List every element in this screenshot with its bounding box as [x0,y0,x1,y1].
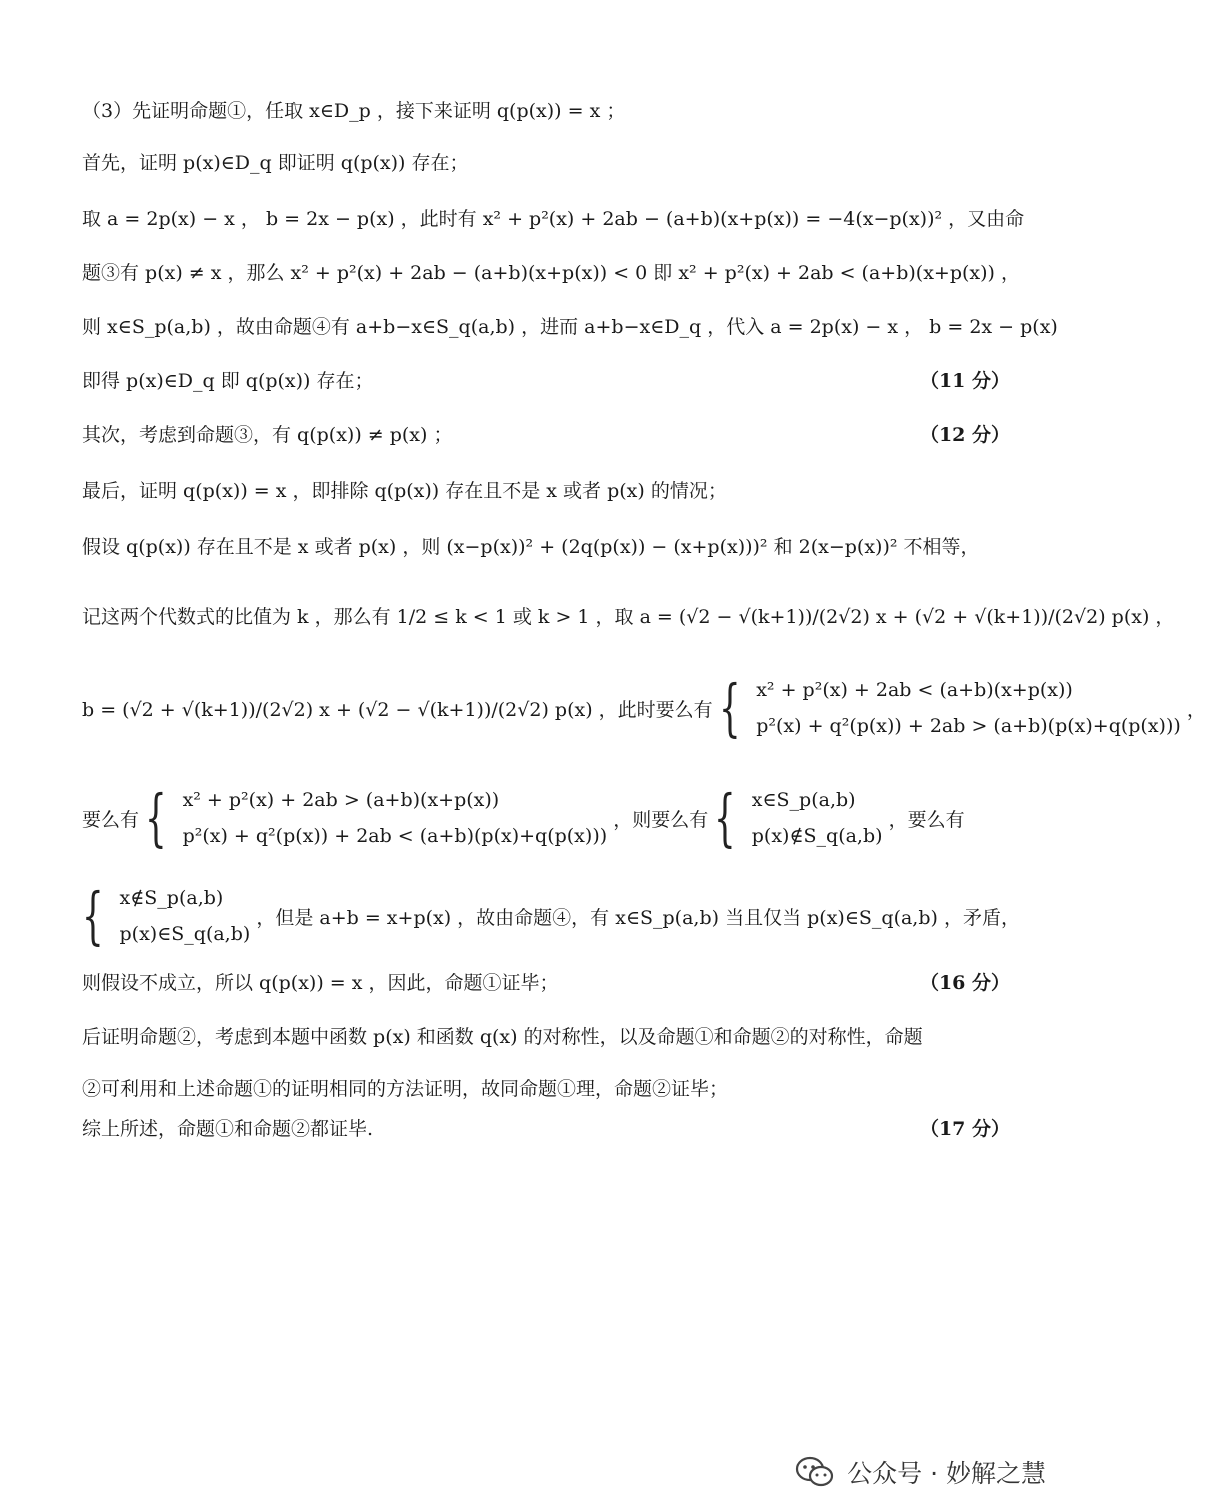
system-row: p²(x) + q²(p(x)) + 2ab > (a+b)(p(x)+q(p(x))) [756,715,1181,737]
text-line: 首先，证明 p(x)∈D_q 即证明 q(p(x)) 存在； [82,152,469,174]
system-row: p(x)∉S_q(a,b) [751,825,883,847]
text-line: 假设 q(p(x)) 存在且不是 x 或者 p(x) ，则 (x−p(x))² + (2q(p(x)) − (x+p(x)))² 和 2(x−p(x))² 不相等， [82,536,980,558]
text-line: 记这两个代数式的比值为 k ，那么有 1/2 ≤ k < 1 或 k > 1 ，取 a = (√2 − √(k+1))/(2√2) x + (√2 + √(k+1))/(2√2) p(x) ， [82,606,1175,628]
score-label: （16 分） [919,972,1010,994]
left-brace: { [718,671,741,744]
wechat-watermark [795,1454,1046,1490]
system-row: x² + p²(x) + 2ab > (a+b)(x+p(x)) [182,789,500,811]
system-lead: b = (√2 + √(k+1))/(2√2) x + (√2 − √(k+1))/(2√2) p(x) ，此时要么有 [82,698,713,721]
system-rows [183,782,608,854]
case-system-3 [82,879,1020,952]
system-rows [752,782,883,854]
text-line: 题③有 p(x) ≠ x ，那么 x² + p²(x) + 2ab − (a+b)(x+p(x)) < 0 即 x² + p²(x) + 2ab < (a+b)(x+p(x)) ， [82,262,1020,284]
watermark-text: 公众号 · 妙解之慧 [847,1459,1046,1488]
system-row: x² + p²(x) + 2ab < (a+b)(x+p(x)) [756,679,1073,701]
case-system-2 [82,782,1010,854]
case-system-1 [82,671,1206,744]
system-tail: ，但是 a+b = x+p(x) ，故由命题④，有 x∈S_p(a,b) 当且仅当 p(x)∈S_q(a,b) ，矛盾， [256,906,1020,929]
wechat-icon [795,1455,835,1489]
text-line: 则假设不成立，所以 q(p(x)) = x ，因此，命题①证毕； （16 分） [82,966,1010,1000]
system-rows [120,880,251,952]
text-line: 最后，证明 q(p(x)) = x ，即排除 q(p(x)) 存在且不是 x 或者 p(x) 的情况； [82,480,727,502]
text-line: 即得 p(x)∈D_q 即 q(p(x)) 存在； （11 分） [82,364,1010,398]
system-lead: 要么有 [82,808,140,831]
text-line: 其次，考虑到命题③，有 q(p(x)) ≠ p(x) ； （12 分） [82,418,1010,452]
system-rows [756,672,1181,744]
text-line: 则 x∈S_p(a,b) ，故由命题④有 a+b−x∈S_q(a,b) ，进而 a+b−x∈D_q ，代入 a = 2p(x) − x ， b = 2x − p(x) [82,316,1058,338]
text-line: ②可利用和上述命题①的证明相同的方法证明，故同命题①理，命题②证毕； [82,1078,729,1100]
left-brace: { [145,781,167,854]
system-row: x∉S_p(a,b) [119,887,224,909]
score-label: （11 分） [919,370,1010,392]
text-line: （3）先证明命题①，任取 x∈D_p ，接下来证明 q(p(x)) = x ； [82,100,626,122]
text-line: 后证明命题②，考虑到本题中函数 p(x) 和函数 q(x) 的对称性，以及命题①和命题②的对称性，命题 [82,1026,923,1048]
score-label: （12 分） [919,424,1010,446]
left-brace: { [714,781,736,854]
text-line: 取 a = 2p(x) − x ， b = 2x − p(x) ，此时有 x² + p²(x) + 2ab − (a+b)(x+p(x)) = −4(x−p(x))² ，又由命 [82,208,1025,230]
score-label: （17 分） [919,1118,1010,1140]
system-mid: ，则要么有 [613,808,709,831]
system-row: x∈S_p(a,b) [751,789,856,811]
left-brace: { [82,879,104,952]
system-row: p(x)∈S_q(a,b) [119,923,251,945]
text-line: 综上所述，命题①和命题②都证毕. （17 分） [82,1112,1010,1146]
system-tail: ， [1186,698,1206,721]
system-row: p²(x) + q²(p(x)) + 2ab < (a+b)(p(x)+q(p(x))) [182,825,608,847]
system-tail: ，要么有 [888,808,965,831]
